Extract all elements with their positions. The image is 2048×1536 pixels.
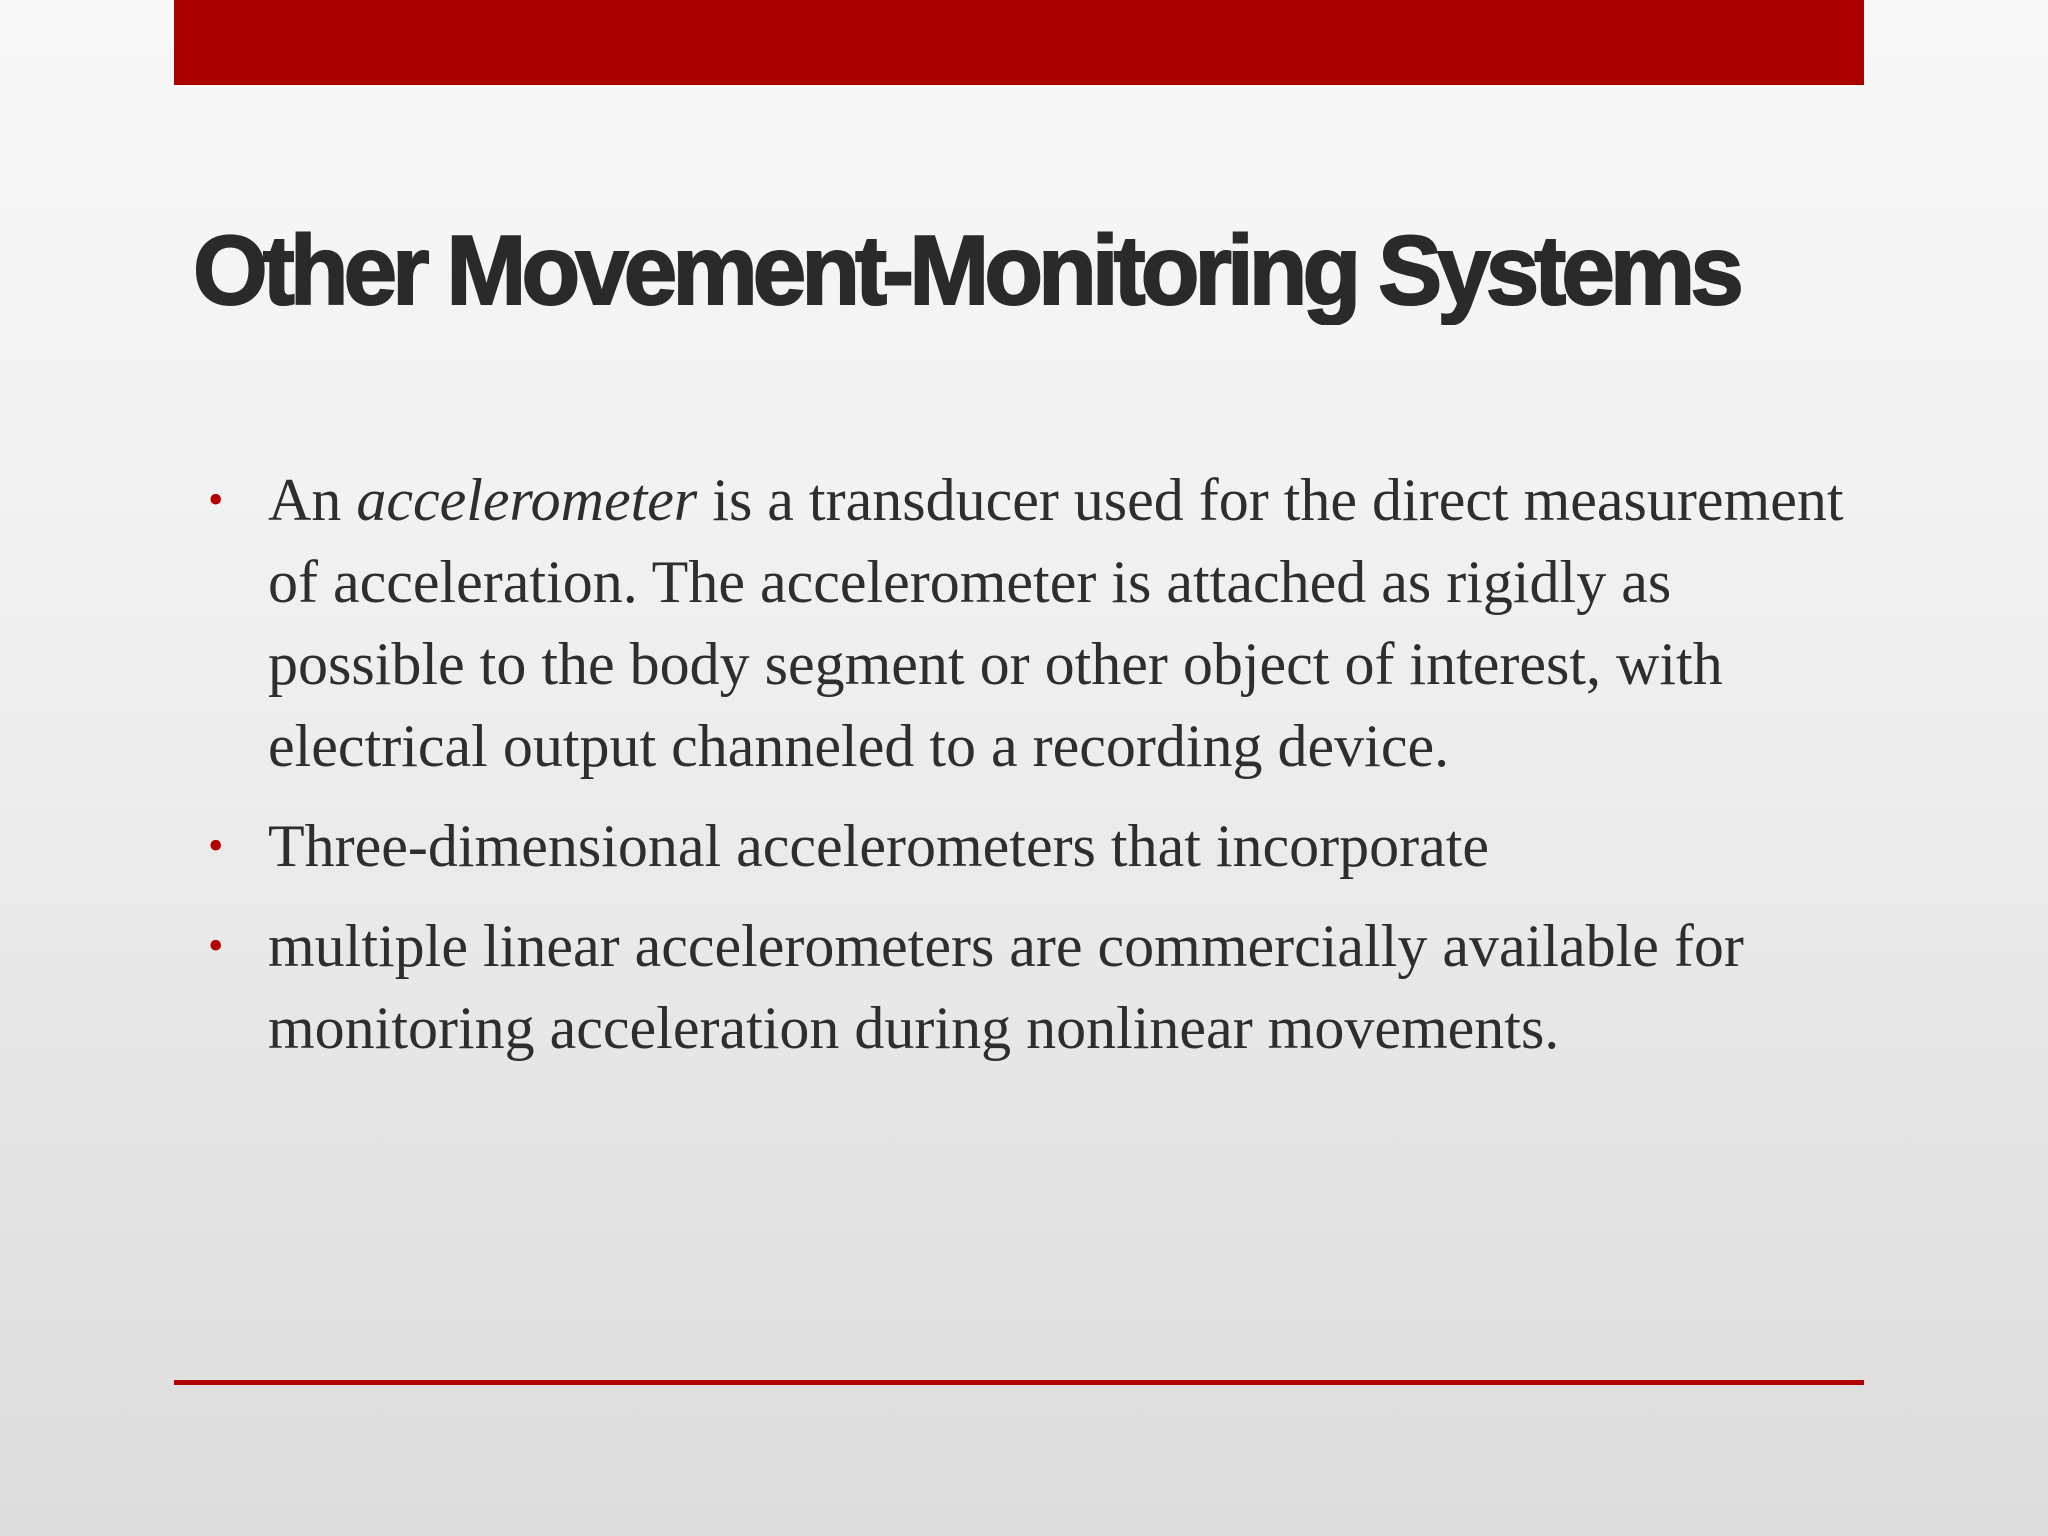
bullet-item-multiple-linear [200, 905, 1880, 1069]
bullet-marker: • [208, 475, 224, 524]
bullet-item-three-dimensional [200, 805, 1880, 887]
bottom-divider [174, 1380, 1864, 1385]
bullet-marker: • [208, 821, 224, 870]
slide-title: Other Movement-Monitoring Systems [193, 215, 1739, 325]
bullet-item-accelerometer [200, 459, 1880, 787]
bullet-list [200, 459, 1880, 1087]
bullet-text: Three-dimensional accelerometers that incorporate [268, 813, 1490, 879]
bullet-text: multiple linear accelerometers are commercially available for monitoring acceleration during nonlinear movements. [268, 913, 1744, 1061]
bullet-lead-text: An [268, 467, 357, 533]
top-accent-bar [174, 0, 1864, 85]
bullet-marker: • [208, 921, 224, 970]
bullet-body-text: is a transducer used for the direct measurement of acceleration. The accelerometer is attached as rigidly as possible to the body segment or other object of interest, with electrical output channeled to a recording device. [268, 467, 1844, 779]
bullet-term-accelerometer: accelerometer [356, 467, 698, 533]
